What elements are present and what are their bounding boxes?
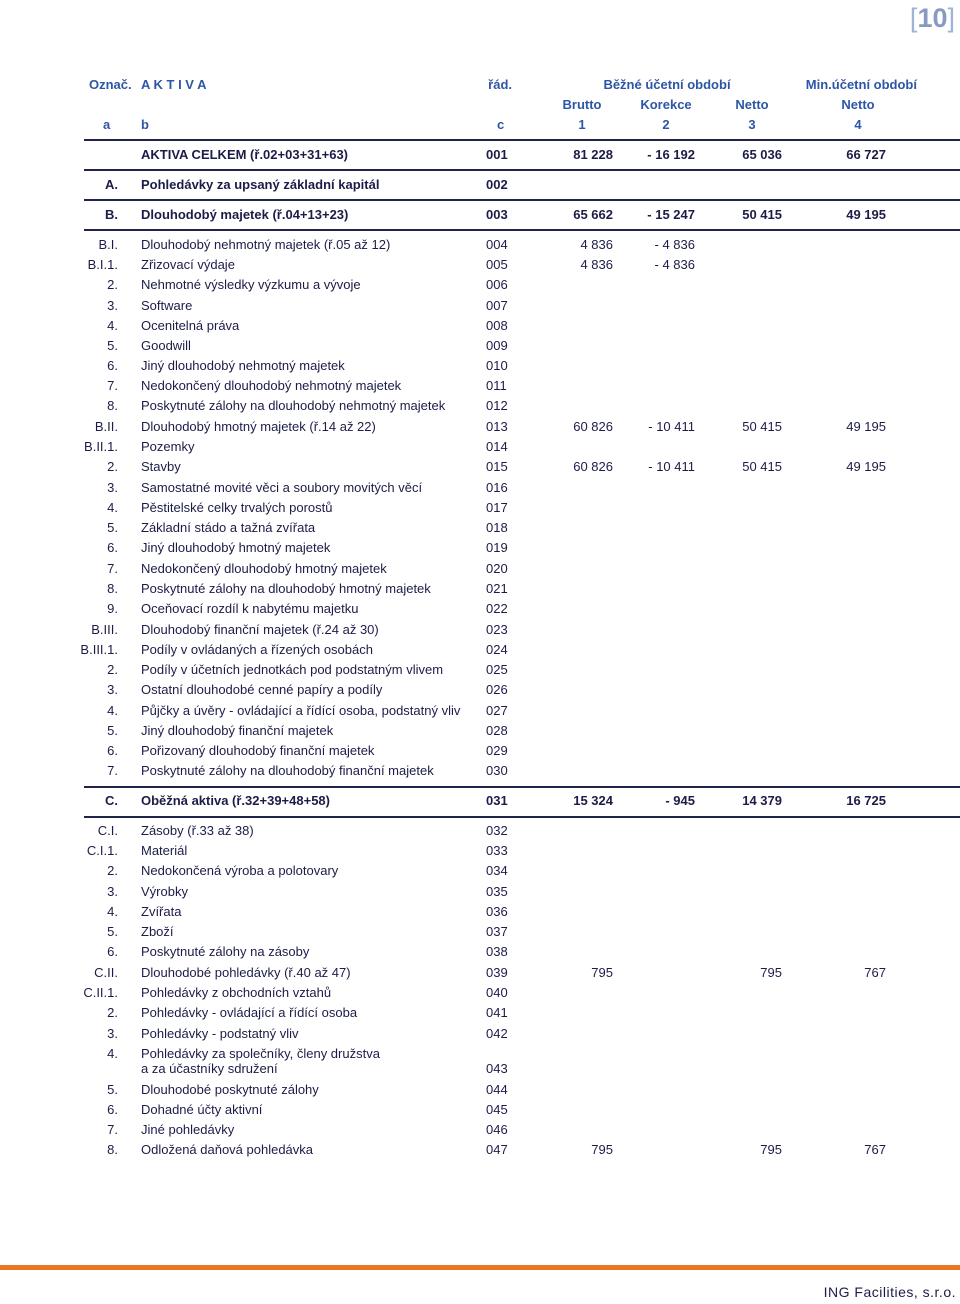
row-code: 4. [107,500,118,515]
row-code: B.III. [91,622,118,637]
row-code: 4. [107,1046,118,1061]
table-row [0,1140,960,1160]
row-netto: 50 415 [742,419,782,434]
row-brutto: 65 662 [573,207,613,222]
row-name: Dlouhodobé pohledávky (ř.40 až 47) [141,965,351,980]
row-number: 008 [486,318,508,333]
row-name: Podíly v ovládaných a řízených osobách [141,642,373,657]
divider [84,169,960,171]
row-name: Půjčky a úvěry - ovládající a řídící osoba, podstatný vliv [141,703,461,718]
row-code: 8. [107,398,118,413]
divider [84,816,960,818]
table-row [0,579,960,599]
header-korekce: Korekce [640,97,692,112]
row-netto: 50 415 [742,207,782,222]
divider [84,199,960,201]
row-code: C. [105,793,118,808]
header-netto-min: Netto [841,97,875,112]
header-letter-2: 2 [662,117,670,132]
row-name: Pozemky [141,439,195,454]
table-row [0,205,960,225]
header-row-letters [0,115,960,135]
table-row [0,983,960,1003]
table-row [0,721,960,741]
row-korekce: - 945 [665,793,695,808]
table-row [0,376,960,396]
row-code: B.II.1. [84,439,118,454]
row-number: 004 [486,237,508,252]
row-name: Pořizovaný dlouhodobý finanční majetek [141,743,375,758]
row-name: Ocenitelná práva [141,318,240,333]
row-code: B. [105,207,118,222]
row-netto-min: 49 195 [846,459,886,474]
row-name: Pohledávky z obchodních vztahů [141,985,332,1000]
row-number: 038 [486,944,508,959]
table-row [0,235,960,255]
row-brutto: 4 836 [580,237,613,252]
row-number: 016 [486,480,508,495]
table-row [0,861,960,881]
row-name: Pohledávky za společníky, členy družstva [141,1046,380,1061]
table-row [0,680,960,700]
table-row [0,1003,960,1023]
row-name: Poskytnuté zálohy na dlouhodobý hmotný majetek [141,581,431,596]
row-code: 5. [107,520,118,535]
row-number: 035 [486,884,508,899]
row-netto: 65 036 [742,147,782,162]
row-name: Goodwill [141,338,191,353]
row-korekce: - 4 836 [654,257,695,272]
row-name: Zřizovací výdaje [141,257,235,272]
row-name: AKTIVA CELKEM (ř.02+03+31+63) [141,147,348,162]
row-brutto: 60 826 [573,459,613,474]
footer-accent-bar [0,1265,960,1270]
row-netto-min: 49 195 [846,419,886,434]
header-aktiva: A K T I V A [141,77,207,92]
row-number: 010 [486,358,508,373]
table-row [0,640,960,660]
table-row [0,902,960,922]
header-min: Min.účetní období [805,77,917,92]
row-code: 2. [107,863,118,878]
row-korekce: - 15 247 [647,207,695,222]
table-row [0,761,960,781]
row-netto-min: 49 195 [846,207,886,222]
row-name: Nedokončená výroba a polotovary [141,863,339,878]
row-code: 2. [107,662,118,677]
page-number: [10] [909,3,955,33]
row-number: 032 [486,823,508,838]
row-name: Oběžná aktiva (ř.32+39+48+58) [141,793,330,808]
row-number: 011 [486,378,507,393]
row-name: Software [141,298,193,313]
row-netto: 50 415 [742,459,782,474]
row-code: 6. [107,540,118,555]
row-number: 013 [486,419,508,434]
row-name: Poskytnuté zálohy na dlouhodobý nehmotný majetek [141,398,446,413]
row-name: Nedokončený dlouhodobý nehmotný majetek [141,378,402,393]
row-code: 4. [107,904,118,919]
table-row [0,1080,960,1100]
row-name: Výrobky [141,884,188,899]
row-number: 015 [486,459,508,474]
row-number: 020 [486,561,508,576]
row-name: Dohadné účty aktivní [141,1102,263,1117]
row-code: 7. [107,561,118,576]
row-name: Dlouhodobý majetek (ř.04+13+23) [141,207,349,222]
row-number: 030 [486,763,508,778]
row-code: 8. [107,1142,118,1157]
row-code: 9. [107,601,118,616]
row-name: Poskytnuté zálohy na dlouhodobý finanční majetek [141,763,434,778]
row-number: 034 [486,863,508,878]
row-code: 4. [107,703,118,718]
row-netto: 14 379 [742,793,782,808]
row-name: Dlouhodobý finanční majetek (ř.24 až 30) [141,622,379,637]
row-number: 033 [486,843,508,858]
row-number: 025 [486,662,508,677]
row-number: 041 [486,1005,508,1020]
row-korekce: - 4 836 [654,237,695,252]
row-name: a za účastníky sdružení [141,1061,278,1076]
row-number: 002 [486,177,508,192]
row-brutto: 15 324 [573,793,613,808]
row-brutto: 795 [591,1142,613,1157]
row-code: 3. [107,1026,118,1041]
row-number: 007 [486,298,508,313]
table-row [0,396,960,416]
header-letter-4: 4 [854,117,862,132]
row-code: B.I.1. [87,257,118,272]
row-netto: 795 [760,1142,782,1157]
row-name: Zvířata [141,904,182,919]
table-row [0,175,960,195]
row-name: Dlouhodobý hmotný majetek (ř.14 až 22) [141,419,376,434]
table-row [0,791,960,811]
row-number: 027 [486,703,508,718]
row-code: 2. [107,277,118,292]
table-row [0,275,960,295]
row-number: 037 [486,924,508,939]
table-row [0,437,960,457]
table-row [0,1059,960,1079]
row-name: Podíly v účetních jednotkách pod podstatným vlivem [141,662,444,677]
row-name: Materiál [141,843,188,858]
table-row [0,1120,960,1140]
row-number: 021 [486,581,508,596]
table-row [0,457,960,477]
row-number: 012 [486,398,508,413]
row-name: Samostatné movité věci a soubory movitých věcí [141,480,423,495]
row-code: 8. [107,581,118,596]
header-row-columns [0,95,960,115]
row-number: 001 [486,147,508,162]
row-number: 046 [486,1122,508,1137]
row-code: B.I. [98,237,118,252]
row-number: 036 [486,904,508,919]
row-name: Jiný dlouhodobý finanční majetek [141,723,334,738]
header-letter-a: a [103,117,111,132]
header-letter-3: 3 [748,117,756,132]
row-netto-min: 767 [864,965,886,980]
table-row [0,145,960,165]
row-number: 014 [486,439,508,454]
row-code: 7. [107,1122,118,1137]
row-code: 6. [107,743,118,758]
table-row [0,417,960,437]
table-row [0,620,960,640]
row-brutto: 81 228 [573,147,613,162]
row-code: 6. [107,1102,118,1117]
row-name: Odložená daňová pohledávka [141,1142,314,1157]
table-row [0,701,960,721]
row-name: Pěstitelské celky trvalých porostů [141,500,333,515]
divider [84,229,960,231]
row-number: 018 [486,520,508,535]
row-name: Pohledávky - podstatný vliv [141,1026,299,1041]
row-name: Pohledávky za upsaný základní kapitál [141,177,380,192]
row-code: 3. [107,884,118,899]
table-row [0,942,960,962]
divider [84,786,960,788]
row-name: Nedokončený dlouhodobý hmotný majetek [141,561,387,576]
header-rad: řád. [488,77,512,92]
row-number: 029 [486,743,508,758]
row-code: 5. [107,1082,118,1097]
row-code: 6. [107,358,118,373]
row-code: C.I.1. [86,843,118,858]
row-number: 023 [486,622,508,637]
table-row [0,498,960,518]
row-code: C.II.1. [83,985,118,1000]
row-number: 040 [486,985,508,1000]
row-code: 4. [107,318,118,333]
row-code: 2. [107,1005,118,1020]
row-number: 026 [486,682,508,697]
row-code: 7. [107,763,118,778]
row-code: 5. [107,723,118,738]
header-netto: Netto [735,97,769,112]
row-code: 3. [107,682,118,697]
row-name: Základní stádo a tažná zvířata [141,520,316,535]
table-row [0,478,960,498]
row-number: 009 [486,338,508,353]
table-row [0,538,960,558]
row-number: 039 [486,965,508,980]
row-code: 3. [107,480,118,495]
table-row [0,1024,960,1044]
row-brutto: 60 826 [573,419,613,434]
table-row [0,660,960,680]
row-name: Nehmotné výsledky výzkumu a vývoje [141,277,361,292]
row-code: 6. [107,944,118,959]
row-code: C.I. [97,823,118,838]
header-row-titles [0,75,960,95]
table-row [0,336,960,356]
header-brutto: Brutto [562,97,602,112]
row-number: 005 [486,257,508,272]
table-row [0,922,960,942]
table-row [0,518,960,538]
header-oznac: Označ. [89,77,132,92]
footer-company: ING Facilities, s.r.o. [823,1284,956,1300]
row-number: 028 [486,723,508,738]
header-letter-1: 1 [578,117,586,132]
row-korekce: - 10 411 [648,419,695,434]
row-name: Jiný dlouhodobý nehmotný majetek [141,358,345,373]
row-netto-min: 16 725 [846,793,886,808]
row-number: 045 [486,1102,508,1117]
table-row [0,741,960,761]
header-bezne: Běžné účetní období [603,77,731,92]
table-row [0,356,960,376]
row-name: Stavby [141,459,181,474]
row-number: 047 [486,1142,508,1157]
row-name: Dlouhodobé poskytnuté zálohy [141,1082,319,1097]
row-name: Dlouhodobý nehmotný majetek (ř.05 až 12) [141,237,391,252]
row-name: Zboží [141,924,174,939]
row-number: 006 [486,277,508,292]
row-number: 042 [486,1026,508,1041]
row-netto-min: 66 727 [846,147,886,162]
table-row [0,821,960,841]
table-row [0,841,960,861]
row-code: B.III.1. [80,642,118,657]
table-row [0,559,960,579]
row-number: 043 [486,1061,508,1076]
table-row [0,963,960,983]
row-code: B.II. [94,419,118,434]
header-letter-c: c [497,117,505,132]
row-korekce: - 10 411 [648,459,695,474]
row-code: 2. [107,459,118,474]
row-number: 003 [486,207,508,222]
row-code: 5. [107,338,118,353]
divider [84,139,960,141]
table-row [0,882,960,902]
row-name: Poskytnuté zálohy na zásoby [141,944,310,959]
table-row [0,255,960,275]
row-name: Pohledávky - ovládající a řídící osoba [141,1005,358,1020]
row-code: A. [105,177,118,192]
table-row [0,599,960,619]
row-brutto: 4 836 [580,257,613,272]
row-name: Jiné pohledávky [141,1122,235,1137]
row-netto-min: 767 [864,1142,886,1157]
row-name: Ostatní dlouhodobé cenné papíry a podíly [141,682,383,697]
row-number: 044 [486,1082,508,1097]
row-number: 022 [486,601,508,616]
table-row [0,316,960,336]
table-row [0,296,960,316]
table-row [0,1100,960,1120]
row-netto: 795 [760,965,782,980]
row-code: 7. [107,378,118,393]
row-brutto: 795 [591,965,613,980]
row-number: 017 [486,500,508,515]
row-code: 3. [107,298,118,313]
row-name: Zásoby (ř.33 až 38) [141,823,254,838]
header-letter-b: b [141,117,149,132]
row-korekce: - 16 192 [647,147,695,162]
row-number: 031 [486,793,508,808]
row-name: Oceňovací rozdíl k nabytému majetku [141,601,359,616]
row-code: C.II. [94,965,118,980]
row-name: Jiný dlouhodobý hmotný majetek [141,540,331,555]
row-number: 019 [486,540,508,555]
row-number: 024 [486,642,508,657]
row-code: 5. [107,924,118,939]
